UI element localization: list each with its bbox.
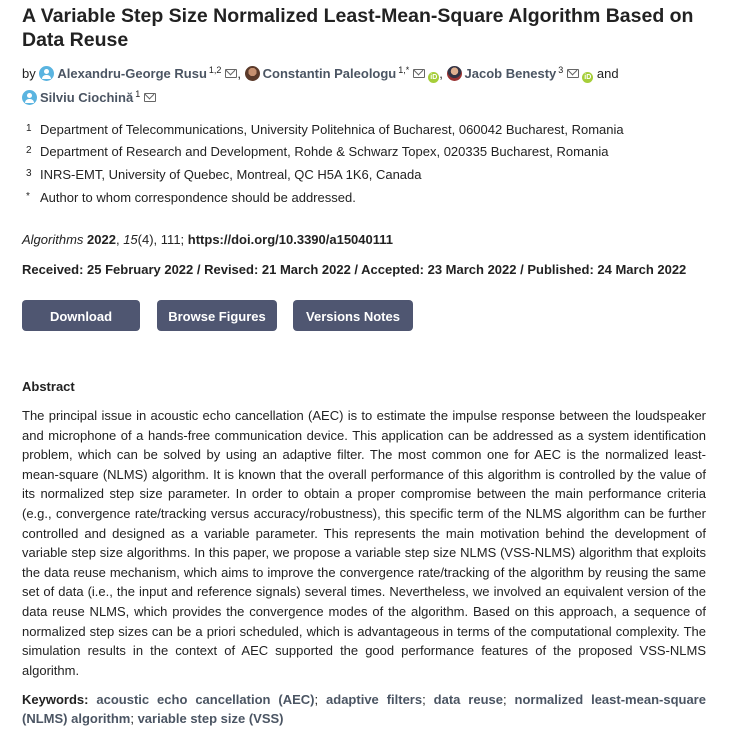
citation: Algorithms 2022, 15(4), 111; https://doi.org/10.3390/a15040111 bbox=[22, 232, 394, 247]
orcid-icon[interactable]: iD bbox=[430, 74, 438, 81]
affiliation-2: 2 Department of Research and Development, Rohde & Schwarz Topex, 020335 Bucharest, Romania bbox=[26, 144, 609, 159]
keyword-link[interactable]: adaptive filters bbox=[326, 692, 423, 707]
author-affil-sup: 1,2 bbox=[208, 65, 222, 75]
keyword-link[interactable]: variable step size (VSS) bbox=[137, 711, 284, 726]
author-name-paleologu[interactable]: Constantin Paleologu bbox=[262, 66, 397, 81]
versions-notes-button[interactable]: Versions Notes bbox=[293, 300, 413, 331]
abstract-text: The principal issue in acoustic echo cancellation (AEC) is to estimate the impulse response between the loudspeaker and microphone of a hands-free communication device. This application can be addressed as a system identification problem, which can be solved by using an adaptive filter. The most common one for AEC is the normalized least-mean-square (NLMS) algorithm. It is known that the overall performance of this algorithm is controlled by the value of its normalized step size parameter. In order to obtain a proper compromise between the main performance criteria (e.g., convergence rate/tracking versus accuracy/robustness), this specific term of the NLMS algorithm can be further controlled and designed as a variable parameter. This represents the main motivation behind the development of variable step size algorithms. In this paper, we propose a variable step size NLMS (VSS-NLMS) algorithm that exploits the data reuse mechanism, which aims to improve the convergence rate/tracking of the algorithm by reusing the same set of data (i.e., the input and reference signals) several times. Nevertheless, we involved an equivalent version of the data reuse NLMS, which provides the convergence modes of the algorithm. Based on this approach, a sequence of normalized step sizes can be a priori scheduled, which is advantageous in terms of the computational complexity. The simulation results in the context of AEC supported the good performance features of the proposed VSS-NLMS algorithm. bbox=[22, 408, 706, 678]
citation-volume: 15 bbox=[123, 232, 138, 247]
keyword-link[interactable]: data reuse bbox=[433, 692, 503, 707]
orcid-icon[interactable]: iD bbox=[584, 74, 592, 81]
author-list: by Alexandru-George Rusu $^{1,2}$ , Constantin Paleologu $^{1,*}$iD , Jacob Benesty $^3$iD and Silviu Ciochină $^1$ bbox=[22, 65, 619, 105]
by-label: by bbox=[22, 66, 36, 81]
keywords: Keywords: acoustic echo cancellation (AEC); adaptive filters; data reuse; normalized least-mean-square (NLMS) algorithm; variable step size (VSS) bbox=[22, 692, 706, 726]
keyword-link[interactable]: acoustic echo cancellation (AEC) bbox=[96, 692, 315, 707]
publication-dates: Received: 25 February 2022 / Revised: 21 March 2022 / Accepted: 23 March 2022 / Published: 24 March 2022 bbox=[22, 262, 687, 277]
user-avatar-icon bbox=[39, 66, 54, 81]
email-icon[interactable] bbox=[413, 69, 425, 78]
citation-issue: (4), 111; bbox=[137, 232, 185, 247]
user-avatar-icon bbox=[22, 90, 37, 105]
affiliation-correspondence: * Author to whom correspondence should be addressed. bbox=[26, 190, 356, 205]
browse-figures-button[interactable]: Browse Figures bbox=[157, 300, 277, 331]
and-label: and bbox=[596, 66, 619, 81]
citation-year: 2022 bbox=[87, 232, 116, 247]
author-photo-icon bbox=[245, 66, 260, 81]
email-icon[interactable] bbox=[567, 69, 579, 78]
email-icon[interactable] bbox=[225, 69, 237, 78]
doi-link[interactable]: https://doi.org/10.3390/a15040111 bbox=[187, 232, 394, 247]
author-name-rusu[interactable]: Alexandru-George Rusu bbox=[57, 66, 207, 81]
affiliation-1: 1 Department of Telecommunications, University Politehnica of Bucharest, 060042 Bucharest, Romania bbox=[26, 122, 624, 137]
author-affil-sup: 3 bbox=[558, 65, 564, 75]
keywords-label: Keywords: bbox=[22, 692, 89, 707]
affiliation-3: 3 INRS-EMT, University of Quebec, Montreal, QC H5A 1K6, Canada bbox=[26, 167, 422, 182]
keyword-link[interactable]: normalized least-mean-square (NLMS) algorithm bbox=[22, 692, 706, 726]
author-name-ciochina[interactable]: Silviu Ciochină bbox=[40, 90, 134, 105]
article-title: A Variable Step Size Normalized Least-Mean-Square Algorithm Based on Data Reuse bbox=[22, 5, 694, 51]
abstract-heading: Abstract bbox=[22, 379, 75, 394]
author-affil-sup: 1 bbox=[135, 89, 141, 99]
author-affil-sup: 1,* bbox=[398, 65, 410, 75]
journal-name[interactable]: Algorithms bbox=[22, 232, 84, 247]
author-name-benesty[interactable]: Jacob Benesty bbox=[464, 66, 557, 81]
download-button[interactable]: Download bbox=[22, 300, 140, 331]
author-photo-icon bbox=[447, 66, 462, 81]
email-icon[interactable] bbox=[144, 93, 156, 102]
